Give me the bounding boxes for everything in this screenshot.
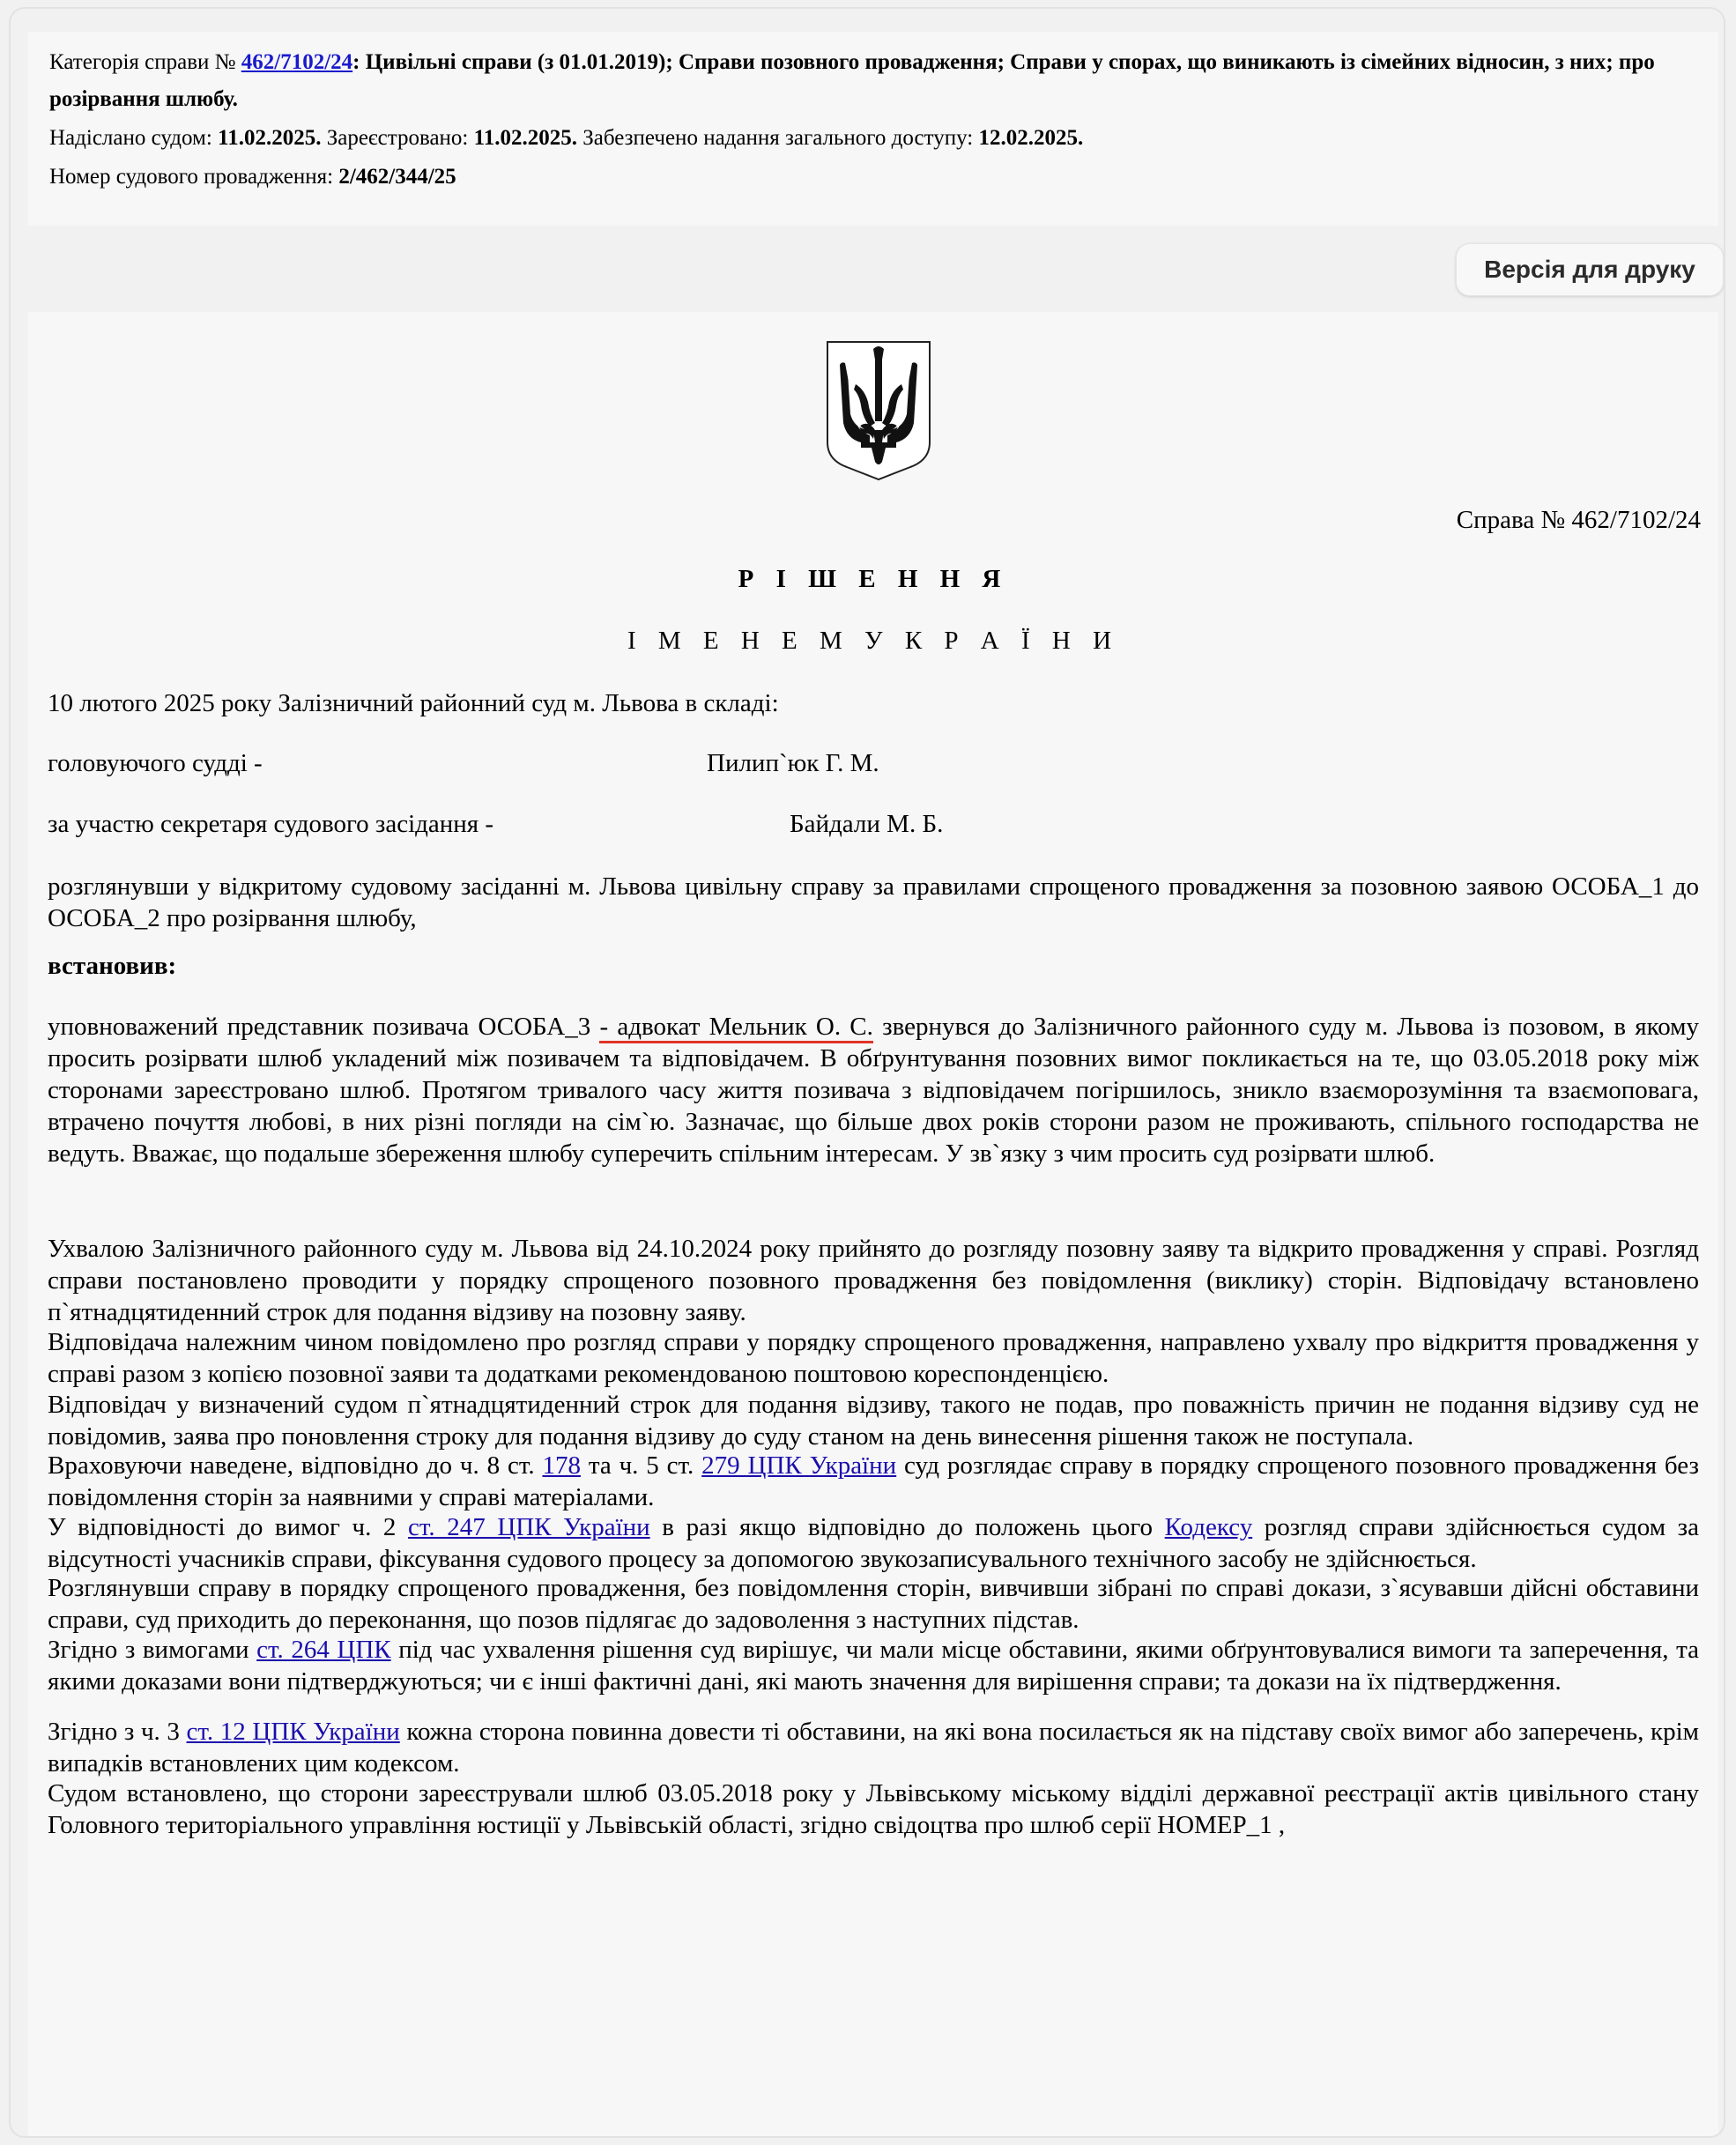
proceeding-number: Номер судового провадження: 2/462/344/25: [49, 165, 456, 189]
link-code[interactable]: Кодексу: [1164, 1513, 1253, 1541]
paragraph-notified: Відповідача належним чином повідомлено про розгляд справи у порядку спрощеного провадження, направлено ухвалу про відкриття провадження у справі разом з копією позовної заяви та додатками рекомендованою поштовою кореспонденцією.: [48, 1328, 1699, 1388]
paragraph-article-247: У відповідності до вимог ч. 2 ст. 247 ЦПК України в разі якщо відповідно до положень цього Кодексу розгляд справи здійснюється судом за відсутності учасників справи, фіксування судового процесу за допомогою звукозаписувального технічного засобу не здійснюється.: [48, 1513, 1700, 1573]
link-article-178[interactable]: 178: [542, 1451, 581, 1480]
print-version-button[interactable]: Версія для друку: [1456, 243, 1724, 296]
sent-date: 11.02.2025.: [218, 126, 322, 150]
link-article-279[interactable]: 279 ЦПК України: [701, 1451, 897, 1480]
access-date: 12.02.2025.: [978, 126, 1084, 150]
paragraph-article-12: Згідно з ч. 3 ст. 12 ЦПК України кожна сторона повинна довести ті обставини, на які вона посилається як на підставу своїх вимог або заперечень, крім випадків встановлених цим кодексом.: [48, 1718, 1700, 1778]
paragraph-no-response: Відповідач у визначений судом п`ятнадцятиденний строк для подання відзиву, такого не подав, про поважність причин не подання відзиву суд не повідомив, заява про поновлення строку для подання відзиву до суду станом на день винесення рішення також не поступала.: [48, 1391, 1699, 1451]
trident-emblem-icon: [824, 338, 933, 481]
page-frame: [9, 7, 1725, 2138]
paragraph-ruling: Ухвалою Залізничного районного суду м. Львова від 24.10.2024 року прийнято до розгляду позовну заяву та відкрито провадження у справі. Розгляд справи постановлено проводити у порядку спрощеного позовного провадження без повідомлення (виклику) сторін. Відповідачу встановлено п`ятнадцятиденний строк для подання відзиву на позовну заяву.: [48, 1235, 1699, 1326]
decision-title: Р І Ш Е Н Н Я: [738, 565, 1009, 593]
link-article-247[interactable]: ст. 247 ЦПК України: [408, 1513, 650, 1541]
link-article-264[interactable]: ст. 264 ЦПК: [256, 1636, 391, 1664]
case-category-text: : Цивільні справи (з 01.01.2019); Справи позовного провадження; Справи у спорах, що виникають із сімейних відносин, з них; про розірвання шлюбу.: [49, 50, 1655, 111]
registered-date: 11.02.2025.: [473, 126, 577, 150]
paragraph-claim: уповноважений представник позивача ОСОБА_3 - адвокат Мельник О. С. звернувся до Залізничного районного суду м. Львова із позовом, в якому просить розірвати шлюб укладений між позивачем та відповідачем. В обґрунтування позовних вимог покликається на те, що 03.05.2018 року між сторонами зареєстровано шлюб. Протягом тривалого часу життя позивача з відповідачем погіршилось, зникло взаєморозуміння та взаємоповага, втрачено почуття любові, в них різні погляди на сім`ю. Зазначає, що більше двох років сторони разом не проживають, спільного господарства не ведуть. Вважає, що подальше збереження шлюбу суперечить спільним інтересам. У зв`язку з чим просить суд розірвати шлюб.: [48, 1013, 1700, 1168]
paragraph-considered: розглянувши у відкритому судовому засіданні м. Львова цивільну справу за правилами спрощеного провадження за позовною заявою ОСОБА_1 до ОСОБА_2 про розірвання шлюбу,: [48, 872, 1699, 932]
lawyer-highlight: - адвокат Мельник О. С.: [599, 1013, 872, 1043]
decision-subtitle: І М Е Н Е М У К Р А Ї Н И: [627, 627, 1120, 655]
judge-line: головуючого судді - Пилип`юк Г. М.: [48, 749, 879, 777]
established-heading: встановив:: [48, 952, 177, 980]
judge-name: Пилип`юк Г. М.: [707, 749, 879, 777]
secretary-line: за участю секретаря судового засідання - Байдали М. Б.: [48, 810, 944, 838]
case-number-link[interactable]: 462/7102/24: [241, 50, 353, 74]
court-intro: 10 лютого 2025 року Залізничний районний суд м. Львова в складі:: [48, 689, 779, 717]
case-category: Категорія справи № 462/7102/24: Цивільні справи (з 01.01.2019); Справи позовного провадження; Справи у спорах, що виникають із сімейних відносин, з них; про розірвання шлюбу.: [49, 50, 1655, 111]
paragraph-reviewed: Розглянувши справу в порядку спрощеного провадження, без повідомлення сторін, вивчивши зібрані по справі докази, з`ясувавши дійсні обставини справи, суд приходить до переконання, що позов підлягає до задоволення з наступних підстав.: [48, 1574, 1699, 1634]
paragraph-article-264: Згідно з вимогами ст. 264 ЦПК під час ухвалення рішення суд вирішує, чи мали місце обставини, якими обґрунтовувалися вимоги та заперечення, та якими доказами вони підтверджуються; чи є інші фактичні дані, які мають значення для вирішення справи; та докази на їх підтвердження.: [48, 1636, 1699, 1696]
case-meta-panel: [28, 32, 1718, 226]
decision-document: [28, 312, 1718, 2138]
paragraph-established-marriage: Судом встановлено, що сторони зареєстрували шлюб 03.05.2018 року у Львівському міському відділі державної реєстрації актів цивільного стану Головного територіального управління юстиції у Львівській області, згідно свідоцтва про шлюб серії НОМЕР_1 ,: [48, 1779, 1699, 1839]
secretary-name: Байдали М. Б.: [790, 810, 944, 838]
case-dates: Надіслано судом: 11.02.2025. Зареєстровано: 11.02.2025. Забезпечено надання загального доступу: 12.02.2025.: [49, 126, 1084, 150]
case-number: Справа № 462/7102/24: [1456, 506, 1701, 534]
link-article-12[interactable]: ст. 12 ЦПК України: [186, 1718, 400, 1746]
paragraph-considering: Враховуючи наведене, відповідно до ч. 8 ст. 178 та ч. 5 ст. 279 ЦПК України суд розглядає справу в порядку спрощеного позовного провадження без повідомлення сторін за наявними у справі матеріалами.: [48, 1451, 1699, 1511]
